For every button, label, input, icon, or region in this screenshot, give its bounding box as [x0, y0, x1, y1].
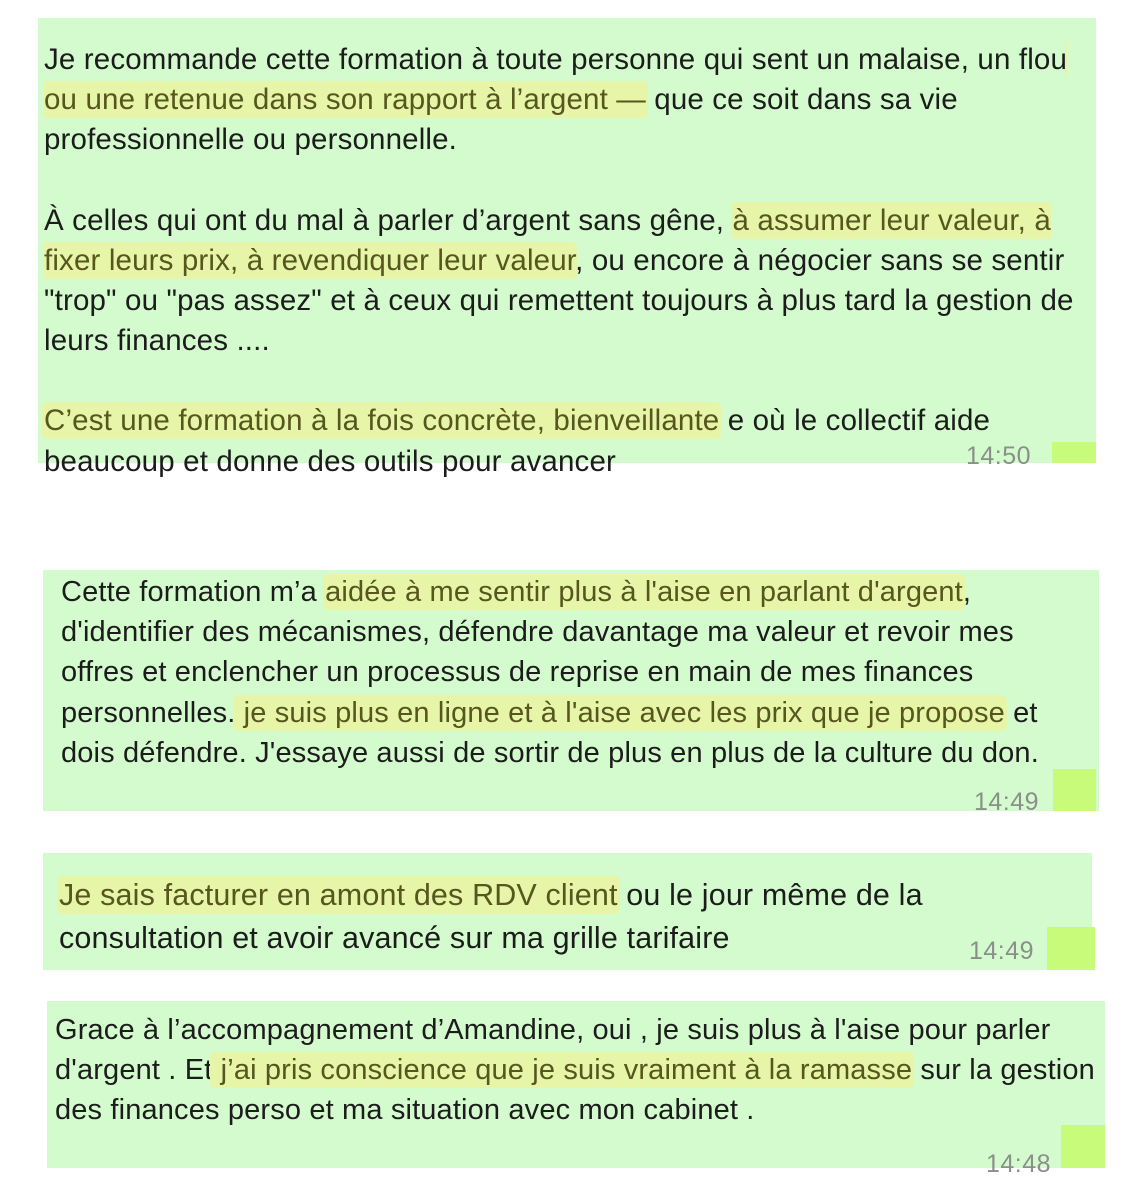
highlighted-text: à assumer leur valeur, à fixer leurs prix, à revendiquer leur valeur [44, 203, 1051, 277]
read-receipt-icon [1053, 769, 1096, 811]
message-text [55, 1010, 1101, 1131]
read-receipt-icon [1061, 1125, 1105, 1168]
message-text [61, 572, 1091, 773]
highlighted-text: aidée à me sentir plus à l'aise en parlant d'argent [325, 576, 963, 608]
text-segment: Je recommande cette formation à toute personne qui sent un malaise, un flou [44, 43, 1068, 76]
message-text [44, 40, 1082, 482]
message-paragraph [44, 40, 1082, 161]
message-paragraph [44, 401, 1082, 481]
text-segment: sur la gestion des finances perso et ma situation avec mon cabinet . [55, 1054, 1095, 1127]
message-timestamp: 14:49 [974, 788, 1040, 816]
text-segment: À celles qui ont du mal à parler d’argent sans gêne, [44, 203, 733, 237]
message-timestamp: 14:48 [986, 1150, 1052, 1178]
text-segment: que ce soit dans sa vie professionnelle ou personnelle. [44, 83, 958, 157]
message-paragraph [44, 201, 1082, 362]
message-bubble[interactable] [43, 570, 1099, 816]
read-receipt-icon [1052, 442, 1096, 463]
highlighted-text: ou une retenue dans son rapport à l’argent — [44, 83, 646, 117]
message-timestamp: 14:49 [969, 937, 1035, 965]
read-receipt-icon [1047, 927, 1095, 970]
message-paragraph [55, 1010, 1101, 1131]
highlighted-text: je suis plus en ligne et à l'aise avec les prix que je propose [235, 696, 1005, 729]
message-bubble[interactable] [38, 18, 1096, 478]
text-segment: , ou encore à négocier sans se sentir "trop" ou "pas assez" et à ceux qui remettent toujours à plus tard la gestion de leurs finances .... [44, 243, 1074, 358]
message-paragraph [61, 572, 1091, 773]
highlighted-text: C’est une formation à la fois concrète, bienveillante [44, 404, 720, 438]
message-timestamp: 14:50 [966, 442, 1032, 470]
text-segment: e où le collectif aide beaucoup et donne des outils pour avancer [44, 404, 991, 478]
message-bubble[interactable] [47, 1001, 1105, 1178]
text-segment: et dois défendre. J'essaye aussi de sortir de plus en plus de la culture du don. [61, 696, 1039, 769]
message-text [59, 874, 1088, 960]
text-segment: ou le jour même de la consultation et avoir avancé sur ma grille tarifaire [59, 878, 923, 955]
message-paragraph [59, 874, 1088, 960]
highlighted-text: j’ai pris conscience que je suis vraiment à la ramasse [212, 1054, 913, 1087]
text-segment: Cette formation m’a [61, 576, 326, 608]
text-segment: , d'identifier des mécanismes, défendre davantage ma valeur et revoir mes offres et enclencher un processus de reprise en main de mes finances personnelles. [61, 576, 1014, 729]
highlighted-text: Je sais facturer en amont des RDV client [59, 878, 618, 912]
message-bubble[interactable] [43, 853, 1092, 970]
text-segment: Grace à l’accompagnement d’Amandine, oui , je suis plus à l'aise pour parler d'argent . Et [55, 1014, 1051, 1087]
